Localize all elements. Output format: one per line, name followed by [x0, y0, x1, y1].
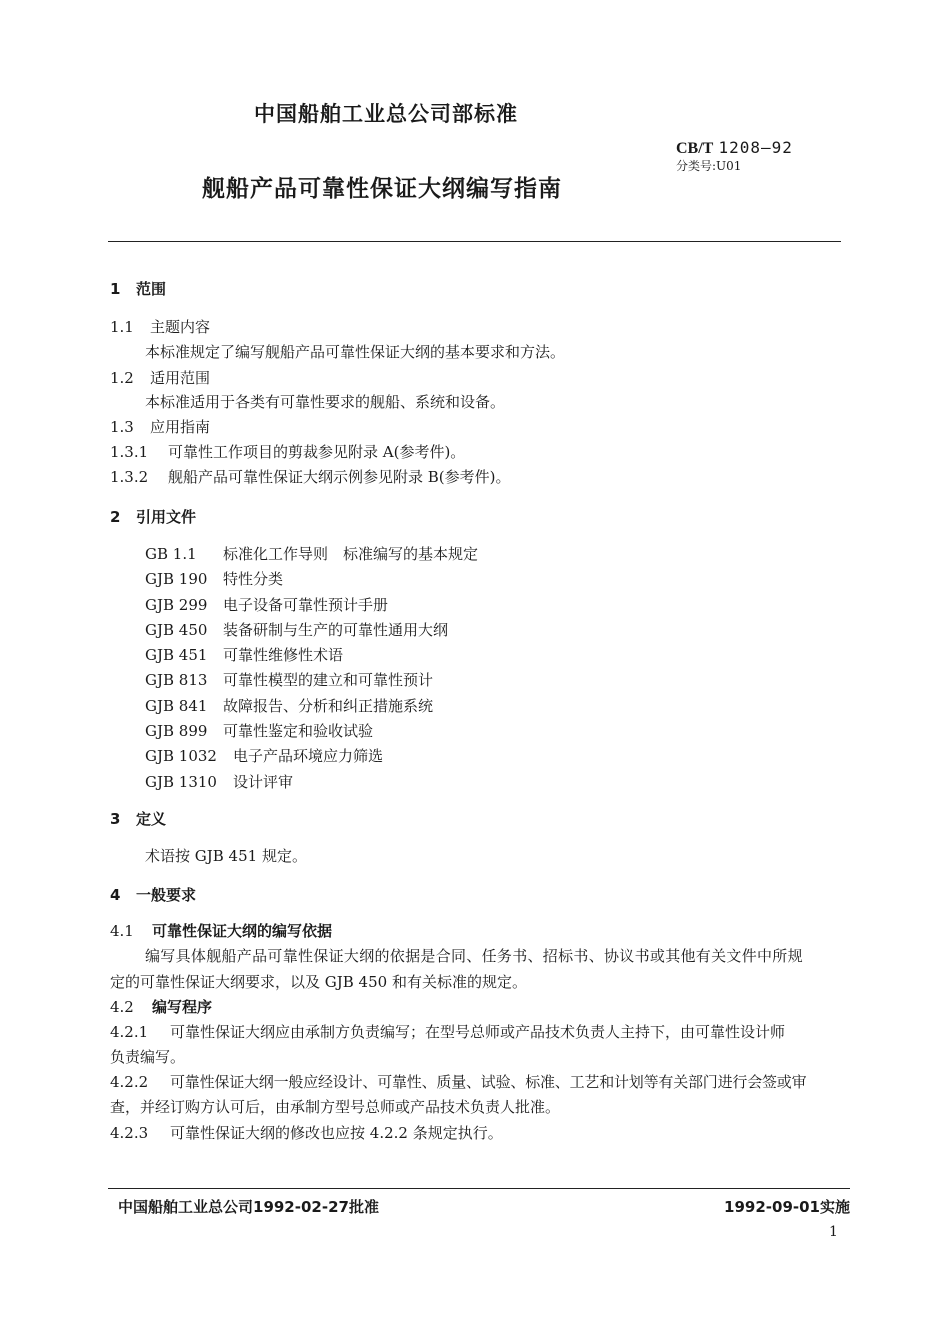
section-1-2-body: 本标准适用于各类有可靠性要求的舰船、系统和设备。: [145, 393, 506, 411]
section-2-heading: [110, 506, 196, 527]
section-number: 1: [110, 280, 121, 298]
section-text: 可靠性保证大纲一般应经设计、可靠性、质量、试验、标准、工艺和计划等有关部门进行会签或审: [170, 1073, 807, 1091]
section-text: 可靠性保证大纲的修改也应按 4.2.2 条规定执行。: [170, 1124, 503, 1142]
section-number: 4.1: [110, 922, 134, 940]
section-1-heading: [110, 278, 166, 299]
reference-item: [145, 719, 478, 744]
section-4-2-2-line2: 查，并经订购方认可后，由承制方型号总师或产品技术负责人批准。: [110, 1098, 561, 1116]
reference-item: [145, 770, 478, 795]
reference-code: GJB 813: [145, 671, 208, 690]
section-title: 范围: [136, 280, 167, 298]
section-3-body: 术语按 GJB 451 规定。: [145, 847, 307, 865]
section-title: 应用指南: [150, 418, 211, 436]
section-1-3-heading: [110, 416, 210, 437]
reference-title: 特性分类: [223, 570, 284, 589]
class-number: 分类号:U01: [676, 159, 742, 173]
standard-code-number: 1208—92: [718, 138, 793, 157]
section-number: 1.2: [110, 369, 134, 387]
reference-item: [145, 668, 478, 693]
section-number: 4.2.2: [110, 1073, 149, 1091]
document-title: 舰船产品可靠性保证大纲编写指南: [202, 176, 562, 202]
footer-rule: [108, 1188, 850, 1189]
reference-code: GJB 1032: [145, 747, 217, 766]
section-4-1-body-line2: 定的可靠性保证大纲要求，以及 GJB 450 和有关标准的规定。: [110, 973, 527, 991]
reference-item: [145, 618, 478, 643]
section-text: 舰船产品可靠性保证大纲示例参见附录 B(参考件)。: [168, 468, 511, 486]
section-4-2-1-line1: [110, 1021, 785, 1042]
section-1-3-2: [110, 466, 511, 487]
reference-code: GJB 190: [145, 570, 208, 589]
section-number: 4.2.1: [110, 1023, 149, 1041]
section-4-2-1-line2: 负责编写。: [110, 1048, 186, 1066]
reference-title: 电子产品环境应力筛选: [233, 747, 384, 766]
section-1-1-body: 本标准规定了编写舰船产品可靠性保证大纲的基本要求和方法。: [145, 343, 566, 361]
reference-code: GJB 841: [145, 696, 208, 715]
header-rule: [108, 241, 841, 242]
section-4-1-heading: [110, 920, 332, 941]
reference-title: 标准化工作导则 标准编写的基本规定: [223, 545, 479, 563]
section-number: 4: [110, 886, 121, 904]
org-standard-heading: 中国船舶工业总公司部标准: [254, 102, 518, 126]
approval-date: 中国船舶工业总公司1992-02-27批准: [118, 1198, 379, 1216]
reference-item: [145, 542, 478, 567]
reference-code: GJB 899: [145, 722, 208, 741]
section-3-heading: [110, 808, 166, 829]
reference-list: [145, 542, 478, 795]
page-number: 1: [829, 1224, 838, 1240]
reference-title: 可靠性维修性术语: [223, 646, 344, 665]
section-4-2-3: [110, 1122, 503, 1143]
reference-item: [145, 593, 478, 618]
section-number: 1.3: [110, 418, 134, 436]
section-number: 1.1: [110, 318, 134, 336]
reference-title: 电子设备可靠性预计手册: [223, 595, 389, 614]
reference-title: 设计评审: [233, 772, 294, 791]
section-title: 主题内容: [150, 318, 211, 336]
section-title: 编写程序: [152, 998, 213, 1016]
section-4-heading: [110, 884, 196, 905]
reference-item: [145, 694, 478, 719]
section-title: 定义: [136, 810, 167, 828]
reference-code: GJB 299: [145, 595, 208, 614]
reference-item: [145, 744, 478, 769]
section-title: 可靠性保证大纲的编写依据: [152, 922, 333, 940]
reference-title: 可靠性模型的建立和可靠性预计: [223, 671, 434, 690]
reference-code: GB 1.1: [145, 545, 197, 563]
reference-item: [145, 567, 478, 592]
reference-title: 装备研制与生产的可靠性通用大纲: [223, 620, 449, 639]
section-title: 一般要求: [136, 886, 197, 904]
reference-title: 可靠性鉴定和验收试验: [223, 722, 374, 741]
effective-date: 1992-09-01实施: [724, 1198, 850, 1216]
section-number: 4.2: [110, 998, 134, 1016]
section-number: 4.2.3: [110, 1124, 149, 1142]
section-1-3-1: [110, 441, 465, 462]
section-4-2-2-line1: [110, 1071, 806, 1092]
section-number: 1.3.2: [110, 468, 149, 486]
section-title: 适用范围: [150, 369, 211, 387]
reference-code: GJB 451: [145, 646, 208, 665]
reference-code: GJB 450: [145, 620, 208, 639]
section-1-1-heading: [110, 316, 210, 337]
section-number: 2: [110, 508, 121, 526]
section-text: 可靠性保证大纲应由承制方负责编写；在型号总师或产品技术负责人主持下，由可靠性设计师: [170, 1023, 786, 1041]
section-number: 1.3.1: [110, 443, 149, 461]
section-text: 可靠性工作项目的剪裁参见附录 A(参考件)。: [168, 443, 466, 461]
reference-item: [145, 643, 478, 668]
section-1-2-heading: [110, 367, 210, 388]
reference-code: GJB 1310: [145, 772, 217, 791]
section-number: 3: [110, 810, 121, 828]
standard-code: [676, 138, 793, 158]
section-4-2-heading: [110, 996, 212, 1017]
standard-code-prefix: CB/T: [676, 140, 714, 157]
section-title: 引用文件: [136, 508, 197, 526]
reference-title: 故障报告、分析和纠正措施系统: [223, 696, 434, 715]
section-4-1-body-line1: 编写具体舰船产品可靠性保证大纲的依据是合同、任务书、招标书、协议书或其他有关文件中所规: [145, 947, 803, 965]
